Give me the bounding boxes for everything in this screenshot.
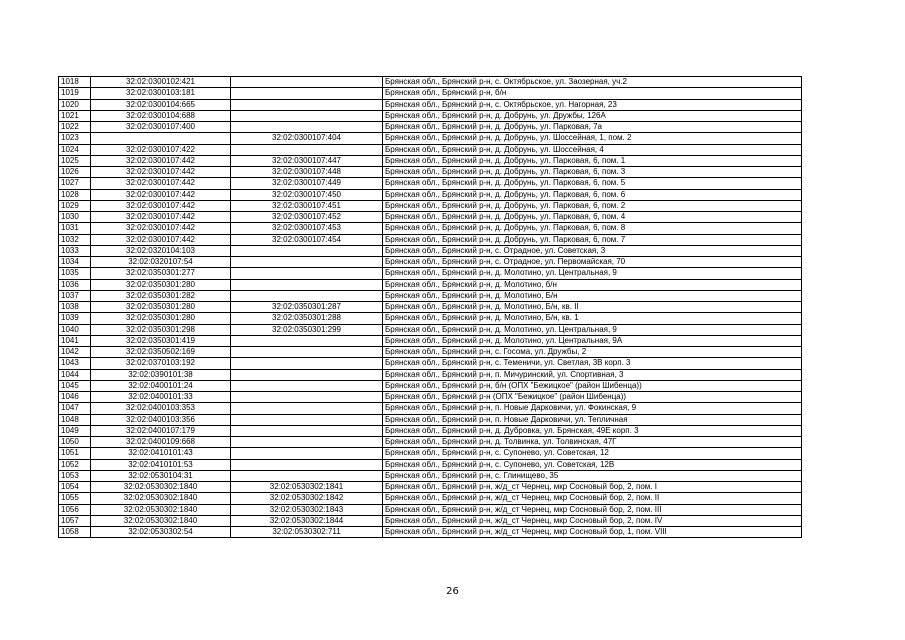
address-cell: Брянская обл., Брянский р-н, д. Молотино, Б/н [383,290,802,301]
table-row [59,392,802,403]
table-row [59,527,802,538]
premises-cadastral-number-cell: 32:02:0300107:454 [231,234,383,245]
address-cell: Брянская обл., Брянский р-н, с. Глинищево, 35 [383,470,802,481]
row-number-cell: 1032 [59,234,91,245]
table-row [59,482,802,493]
address-cell: Брянская обл., Брянский р-н, п. Мичуринский, ул. Спортивная, 3 [383,369,802,380]
table-row [59,403,802,414]
cadastral-number-cell: 32:02:0320107:54 [91,257,231,268]
row-number-cell: 1045 [59,380,91,391]
cadastral-number-cell: 32:02:0350301:280 [91,302,231,313]
address-cell: Брянская обл., Брянский р-н, ж/д_ст Чернец, мкр Сосновый бор, 2, пом. IV [383,515,802,526]
cadastral-number-cell: 32:02:0350301:280 [91,279,231,290]
row-number-cell: 1041 [59,335,91,346]
address-cell: Брянская обл., Брянский р-н, д. Добрунь, ул. Парковая, 6, пом. 3 [383,167,802,178]
row-number-cell: 1042 [59,347,91,358]
table-row [59,88,802,99]
premises-cadastral-number-cell [231,245,383,256]
address-cell: Брянская обл., Брянский р-н, с. Октябрьское, ул. Нагорная, 23 [383,99,802,110]
premises-cadastral-number-cell: 32:02:0300107:448 [231,167,383,178]
cadastral-number-cell: 32:02:0530302:54 [91,527,231,538]
row-number-cell: 1036 [59,279,91,290]
address-cell: Брянская обл., Брянский р-н, с. Супонево, ул. Советская, 12В [383,459,802,470]
table-row [59,234,802,245]
premises-cadastral-number-cell [231,279,383,290]
address-cell: Брянская обл., Брянский р-н, б/н (ОПХ "Бежицкое" (район Шибенца)) [383,380,802,391]
premises-cadastral-number-cell: 32:02:0350301:288 [231,313,383,324]
premises-cadastral-number-cell [231,88,383,99]
row-number-cell: 1040 [59,324,91,335]
address-cell: Брянская обл., Брянский р-н, п. Новые Дарковичи, ул. Фокинская, 9 [383,403,802,414]
premises-cadastral-number-cell [231,358,383,369]
table-row [59,335,802,346]
table-row [59,324,802,335]
address-cell: Брянская обл., Брянский р-н, ж/д_ст Чернец, мкр Сосновый бор, 2, пом. II [383,493,802,504]
premises-cadastral-number-cell [231,122,383,133]
table-row [59,290,802,301]
cadastral-number-cell: 32:02:0400103:356 [91,414,231,425]
premises-cadastral-number-cell: 32:02:0530302:711 [231,527,383,538]
address-cell: Брянская обл., Брянский р-н, д. Толвинка, ул. Толвинская, 47Г [383,437,802,448]
cadastral-number-cell: 32:02:0300107:442 [91,200,231,211]
table-row [59,358,802,369]
row-number-cell: 1031 [59,223,91,234]
premises-cadastral-number-cell [231,347,383,358]
cadastral-number-cell: 32:02:0300107:442 [91,189,231,200]
address-cell: Брянская обл., Брянский р-н, д. Добрунь, ул. Дружбы, 126А [383,110,802,121]
row-number-cell: 1046 [59,392,91,403]
cadastral-number-cell: 32:02:0300107:422 [91,144,231,155]
row-number-cell: 1044 [59,369,91,380]
table-row [59,122,802,133]
premises-cadastral-number-cell: 32:02:0300107:451 [231,200,383,211]
premises-cadastral-number-cell [231,110,383,121]
address-cell: Брянская обл., Брянский р-н, ж/д_ст Чернец, мкр Сосновый бор, 1, пом. VIII [383,527,802,538]
address-cell: Брянская обл., Брянский р-н, с. Отрадное, ул. Советская, 3 [383,245,802,256]
address-cell: Брянская обл., Брянский р-н, ж/д_ст Чернец, мкр Сосновый бор, 2, пом. III [383,504,802,515]
cadastral-number-cell: 32:02:0300107:442 [91,178,231,189]
table-row [59,504,802,515]
row-number-cell: 1021 [59,110,91,121]
premises-cadastral-number-cell [231,380,383,391]
address-cell: Брянская обл., Брянский р-н, д. Добрунь, ул. Шоссейная, 4 [383,144,802,155]
premises-cadastral-number-cell: 32:02:0530302:1844 [231,515,383,526]
cadastral-number-cell: 32:02:0410101:53 [91,459,231,470]
cadastral-number-cell: 32:02:0300107:400 [91,122,231,133]
cadastral-number-cell: 32:02:0410101:43 [91,448,231,459]
address-cell: Брянская обл., Брянский р-н, с. Супонево, ул. Советская, 12 [383,448,802,459]
address-cell: Брянская обл., Брянский р-н, д. Добрунь, ул. Парковая, 7а [383,122,802,133]
address-cell: Брянская обл., Брянский р-н, д. Добрунь, ул. Парковая, 6, пом. 4 [383,212,802,223]
cadastral-number-cell: 32:02:0300104:688 [91,110,231,121]
row-number-cell: 1049 [59,425,91,436]
cadastral-number-cell: 32:02:0300104:665 [91,99,231,110]
premises-cadastral-number-cell [231,470,383,481]
row-number-cell: 1020 [59,99,91,110]
address-cell: Брянская обл., Брянский р-н (ОПХ "Бежицкое" (район Шибенца)) [383,392,802,403]
table-row [59,448,802,459]
table-row [59,493,802,504]
cadastral-number-cell: 32:02:0400109:668 [91,437,231,448]
property-registry-table [58,76,802,538]
cadastral-number-cell: 32:02:0350301:282 [91,290,231,301]
cadastral-number-cell: 32:02:0350502:169 [91,347,231,358]
premises-cadastral-number-cell: 32:02:0530302:1841 [231,482,383,493]
row-number-cell: 1034 [59,257,91,268]
address-cell: Брянская обл., Брянский р-н, д. Молотино, б/н [383,279,802,290]
row-number-cell: 1038 [59,302,91,313]
address-cell: Брянская обл., Брянский р-н, с. Теменичи, ул. Светлая, 3В корп. 3 [383,358,802,369]
table-row [59,369,802,380]
address-cell: Брянская обл., Брянский р-н, д. Молотино, ул. Центральная, 9А [383,335,802,346]
row-number-cell: 1027 [59,178,91,189]
table-row [59,155,802,166]
cadastral-number-cell: 32:02:0370103:192 [91,358,231,369]
row-number-cell: 1019 [59,88,91,99]
row-number-cell: 1033 [59,245,91,256]
premises-cadastral-number-cell: 32:02:0300107:452 [231,212,383,223]
row-number-cell: 1035 [59,268,91,279]
table-row [59,99,802,110]
address-cell: Брянская обл., Брянский р-н, п. Новые Дарковичи, ул. Тепличная [383,414,802,425]
row-number-cell: 1023 [59,133,91,144]
address-cell: Брянская обл., Брянский р-н, д. Добрунь, ул. Парковая, 6, пом. 5 [383,178,802,189]
premises-cadastral-number-cell [231,437,383,448]
table-row [59,200,802,211]
address-cell: Брянская обл., Брянский р-н, д. Добрунь, ул. Парковая, 6, пом. 1 [383,155,802,166]
address-cell: Брянская обл., Брянский р-н, с. Октябрьское, ул. Заозерная, уч.2 [383,77,802,88]
table-row [59,110,802,121]
table-row [59,257,802,268]
table-row [59,347,802,358]
table-row [59,189,802,200]
address-cell: Брянская обл., Брянский р-н, с. Отрадное, ул. Первомайская, 70 [383,257,802,268]
address-cell: Брянская обл., Брянский р-н, с. Госома, ул. Дружбы, 2 [383,347,802,358]
table-row [59,144,802,155]
row-number-cell: 1028 [59,189,91,200]
premises-cadastral-number-cell: 32:02:0530302:1842 [231,493,383,504]
cadastral-number-cell: 32:02:0300107:442 [91,234,231,245]
cadastral-number-cell: 32:02:0400107:179 [91,425,231,436]
premises-cadastral-number-cell [231,448,383,459]
cadastral-number-cell: 32:02:0300107:442 [91,167,231,178]
table-row [59,268,802,279]
address-cell: Брянская обл., Брянский р-н, б/н [383,88,802,99]
row-number-cell: 1025 [59,155,91,166]
premises-cadastral-number-cell: 32:02:0300107:450 [231,189,383,200]
table-row [59,414,802,425]
cadastral-number-cell: 32:02:0350301:280 [91,313,231,324]
row-number-cell: 1029 [59,200,91,211]
registry-table-body [59,77,802,538]
premises-cadastral-number-cell: 32:02:0300107:453 [231,223,383,234]
row-number-cell: 1018 [59,77,91,88]
cadastral-number-cell: 32:02:0530302:1840 [91,493,231,504]
row-number-cell: 1058 [59,527,91,538]
row-number-cell: 1047 [59,403,91,414]
cadastral-number-cell: 32:02:0320104:103 [91,245,231,256]
cadastral-number-cell: 32:02:0350301:298 [91,324,231,335]
table-row [59,279,802,290]
cadastral-number-cell: 32:02:0300107:442 [91,155,231,166]
cadastral-number-cell: 32:02:0300103:181 [91,88,231,99]
table-row [59,425,802,436]
premises-cadastral-number-cell: 32:02:0300107:447 [231,155,383,166]
table-row [59,437,802,448]
row-number-cell: 1022 [59,122,91,133]
table-row [59,302,802,313]
address-cell: Брянская обл., Брянский р-н, д. Молотино, ул. Центральная, 9 [383,268,802,279]
premises-cadastral-number-cell [231,257,383,268]
row-number-cell: 1043 [59,358,91,369]
premises-cadastral-number-cell: 32:02:0350301:299 [231,324,383,335]
row-number-cell: 1052 [59,459,91,470]
address-cell: Брянская обл., Брянский р-н, д. Добрунь, ул. Парковая, 6, пом. 7 [383,234,802,245]
address-cell: Брянская обл., Брянский р-н, д. Молотино, Б/н, кв. 1 [383,313,802,324]
row-number-cell: 1051 [59,448,91,459]
row-number-cell: 1050 [59,437,91,448]
premises-cadastral-number-cell [231,392,383,403]
premises-cadastral-number-cell [231,425,383,436]
cadastral-number-cell: 32:02:0300102:421 [91,77,231,88]
row-number-cell: 1057 [59,515,91,526]
row-number-cell: 1037 [59,290,91,301]
table-row [59,178,802,189]
premises-cadastral-number-cell [231,414,383,425]
premises-cadastral-number-cell [231,268,383,279]
row-number-cell: 1024 [59,144,91,155]
row-number-cell: 1053 [59,470,91,481]
address-cell: Брянская обл., Брянский р-н, д. Добрунь, ул. Шоссейная, 1, пом. 2 [383,133,802,144]
table-row [59,515,802,526]
address-cell: Брянская обл., Брянский р-н, д. Молотино, ул. Центральная, 9 [383,324,802,335]
table-row [59,245,802,256]
row-number-cell: 1030 [59,212,91,223]
table-row [59,212,802,223]
address-cell: Брянская обл., Брянский р-н, д. Добрунь, ул. Парковая, 6, пом. 8 [383,223,802,234]
premises-cadastral-number-cell [231,77,383,88]
cadastral-number-cell: 32:02:0400103:353 [91,403,231,414]
table-row [59,77,802,88]
row-number-cell: 1055 [59,493,91,504]
cadastral-number-cell: 32:02:0350301:419 [91,335,231,346]
table-row [59,167,802,178]
premises-cadastral-number-cell [231,335,383,346]
cadastral-number-cell: 32:02:0400101:24 [91,380,231,391]
cadastral-number-cell: 32:02:0530302:1840 [91,515,231,526]
row-number-cell: 1026 [59,167,91,178]
table-row [59,223,802,234]
table-row [59,380,802,391]
cadastral-number-cell: 32:02:0400101:33 [91,392,231,403]
row-number-cell: 1054 [59,482,91,493]
row-number-cell: 1039 [59,313,91,324]
cadastral-number-cell: 32:02:0530302:1840 [91,504,231,515]
premises-cadastral-number-cell [231,459,383,470]
premises-cadastral-number-cell [231,144,383,155]
cadastral-number-cell: 32:02:0530104:31 [91,470,231,481]
table-row [59,313,802,324]
row-number-cell: 1048 [59,414,91,425]
cadastral-number-cell: 32:02:0350301:277 [91,268,231,279]
premises-cadastral-number-cell [231,403,383,414]
premises-cadastral-number-cell: 32:02:0530302:1843 [231,504,383,515]
premises-cadastral-number-cell [231,369,383,380]
cadastral-number-cell: 32:02:0530302:1840 [91,482,231,493]
cadastral-number-cell [91,133,231,144]
cadastral-number-cell: 32:02:0300107:442 [91,223,231,234]
premises-cadastral-number-cell [231,99,383,110]
page-number: 26 [446,586,459,597]
premises-cadastral-number-cell: 32:02:0350301:287 [231,302,383,313]
address-cell: Брянская обл., Брянский р-н, д. Дубровка, ул. Брянская, 49Е корп. 3 [383,425,802,436]
address-cell: Брянская обл., Брянский р-н, д. Добрунь, ул. Парковая, 6, пом. 2 [383,200,802,211]
cadastral-number-cell: 32:02:0390101:38 [91,369,231,380]
premises-cadastral-number-cell: 32:02:0300107:449 [231,178,383,189]
premises-cadastral-number-cell: 32:02:0300107:404 [231,133,383,144]
address-cell: Брянская обл., Брянский р-н, д. Молотино, Б/н, кв. II [383,302,802,313]
address-cell: Брянская обл., Брянский р-н, д. Добрунь, ул. Парковая, 6, пом. 6 [383,189,802,200]
address-cell: Брянская обл., Брянский р-н, ж/д_ст Чернец, мкр Сосновый бор, 2, пом. I [383,482,802,493]
cadastral-number-cell: 32:02:0300107:442 [91,212,231,223]
table-row [59,133,802,144]
premises-cadastral-number-cell [231,290,383,301]
row-number-cell: 1056 [59,504,91,515]
table-row [59,470,802,481]
table-row [59,459,802,470]
